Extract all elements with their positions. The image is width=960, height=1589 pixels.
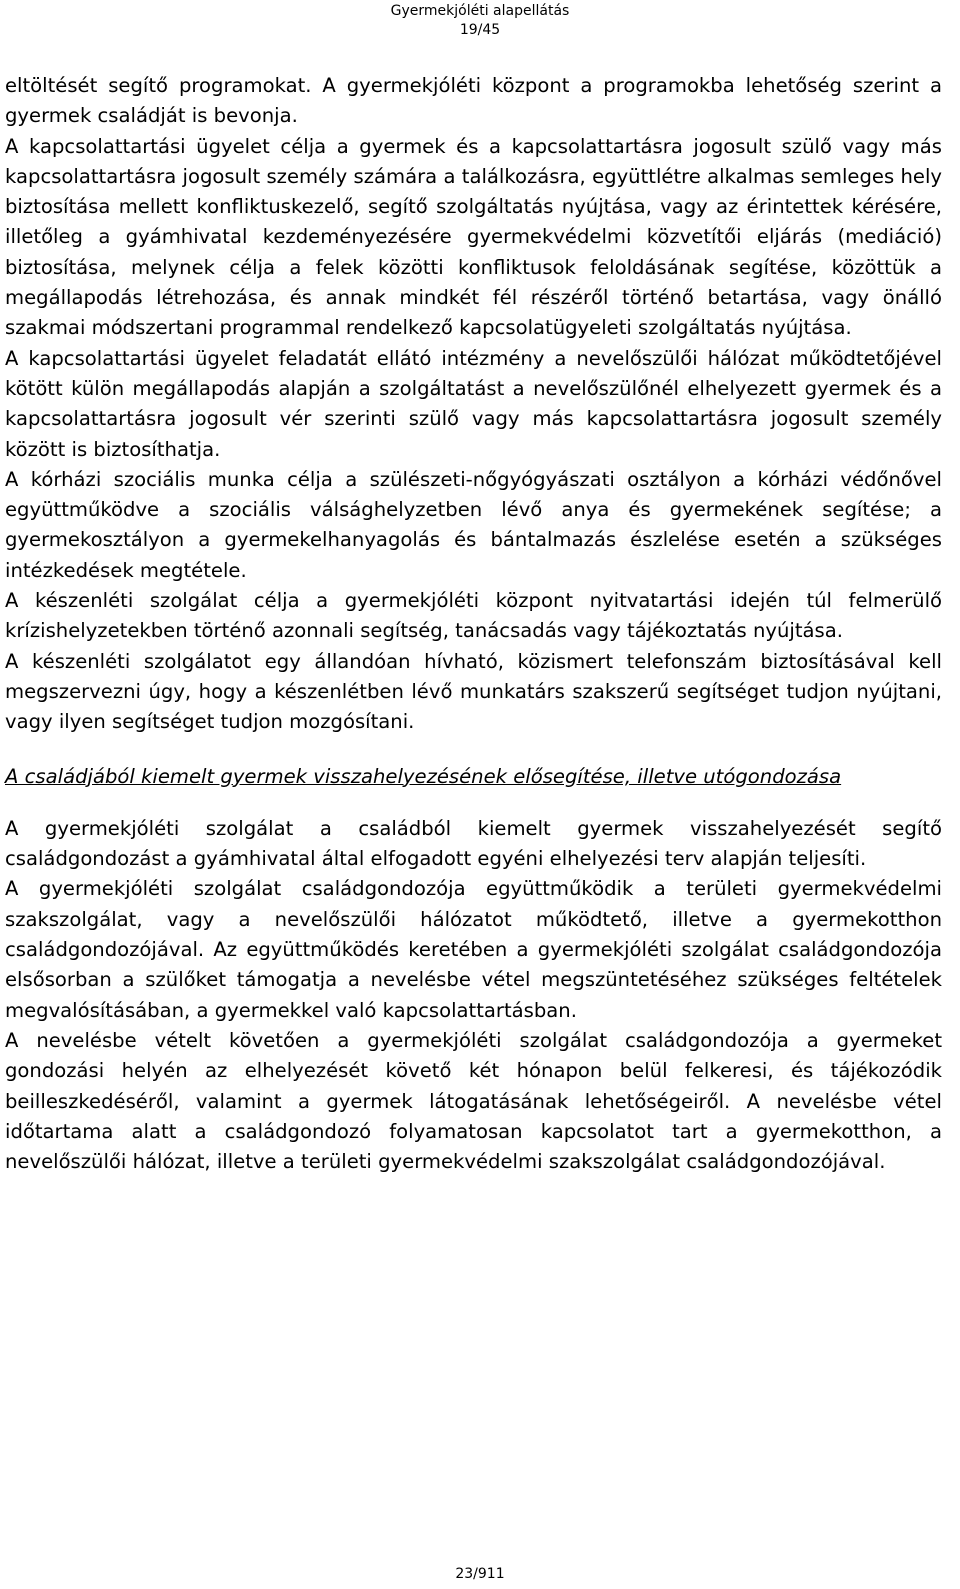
paragraph: A gyermekjóléti szolgálat a családból kiemelt gyermek visszahelyezését segítő családgondozást a gyámhivatal által elfogadott egyéni elhelyezési terv alapján teljesíti.	[5, 816, 942, 871]
header-page-number: 19/45	[459, 22, 501, 38]
paragraph: A készenléti szolgálatot egy állandóan hívható, közismert telefonszám biztosításával kell megszervezni úgy, hogy a készenlétben lévő munkatárs szakszerű segítséget tudjon nyújtani, vagy ilyen segítséget tudjon mozgósítani.	[5, 649, 942, 734]
paragraph: A kapcsolattartási ügyelet célja a gyermek és a kapcsolattartásra jogosult szülő vagy más kapcsolattartásra jogosult személy számára a találkozásra, együttlétre alkalmas semleges hely biztosítása mellett konfliktuskezelő, segítő szolgáltatás nyújtása, vagy az érintettek kérésére, illetőleg a gyámhivatal kezdeményezésére gyermekvédelmi közvetítői eljárás (mediáció) biztosítása, melynek célja a felek közötti konfliktusok feloldásának segítése, közöttük a megállapodás létrehozása, és annak mindkét fél részéről történő betartása, vagy önálló szakmai módszertani programmal rendelkező kapcsolatügyeleti szolgáltatás nyújtása.	[5, 134, 942, 340]
header-title: Gyermekjóléti alapellátás	[390, 3, 570, 19]
paragraph: A kapcsolattartási ügyelet feladatát ellátó intézmény a nevelőszülői hálózat működtetőjével kötött külön megállapodás alapján a szolgáltatást a nevelőszülőnél elhelyezett gyermek és a kapcsolattartásra jogosult vér szerinti szülő vagy más kapcsolattartásra jogosult személy között is biztosíthatja.	[5, 346, 942, 461]
paragraph: A készenléti szolgálat célja a gyermekjóléti központ nyitvatartási idején túl felmerülő krízishelyzetekben történő azonnali segítség, tanácsadás vagy tájékoztatás nyújtása.	[5, 589, 942, 643]
paragraph: A gyermekjóléti szolgálat családgondozója együttműködik a területi gyermekvédelmi szakszolgálat, vagy a nevelőszülői hálózatot működtető, illetve a gyermekotthon családgondozójával. Az együttműködés keretében a gyermekjóléti szolgálat családgondozója elsősorban a szülőket támogatja a nevelésbe vétel megszüntetéséhez szükséges feltételek megvalósításában, a gyermekkel való kapcsolattartásban.	[5, 877, 942, 1022]
document-body	[5, 71, 942, 1177]
page-footer	[0, 1565, 960, 1584]
paragraph: eltöltését segítő programokat. A gyermekjóléti központ a programokba lehetőség szerint a gyermek családját is bevonja.	[5, 74, 942, 128]
paragraph: A kórházi szociális munka célja a szülészeti-nőgyógyászati osztályon a kórházi védőnővel együttműködve a szociális válsághelyzetben lévő anya és gyermekének segítése; a gyermekosztályon a gyermekelhanyagolás és bántalmazás észlelése esetén a szükséges intézkedések megtétele.	[5, 467, 942, 582]
footer-page-number: 23/911	[455, 1566, 505, 1582]
paragraph: A nevelésbe vételt követően a gyermekjóléti szolgálat családgondozója a gyermeket gondozási helyén az elhelyezését követő két hónapon belül felkeresi, és tájékozódik beilleszkedéséről, valamint a gyermek látogatásának lehetőségeiről. A nevelésbe vétel időtartama alatt a családgondozó folyamatosan kapcsolatot tart a gyermekotthon, a nevelőszülői hálózat, illetve a területi gyermekvédelmi szakszolgálat családgondozójával.	[5, 1028, 942, 1174]
running-header	[0, 2, 960, 40]
section-heading: A családjából kiemelt gyermek visszahelyezésének elősegítése, illetve utógondozása	[5, 764, 842, 788]
